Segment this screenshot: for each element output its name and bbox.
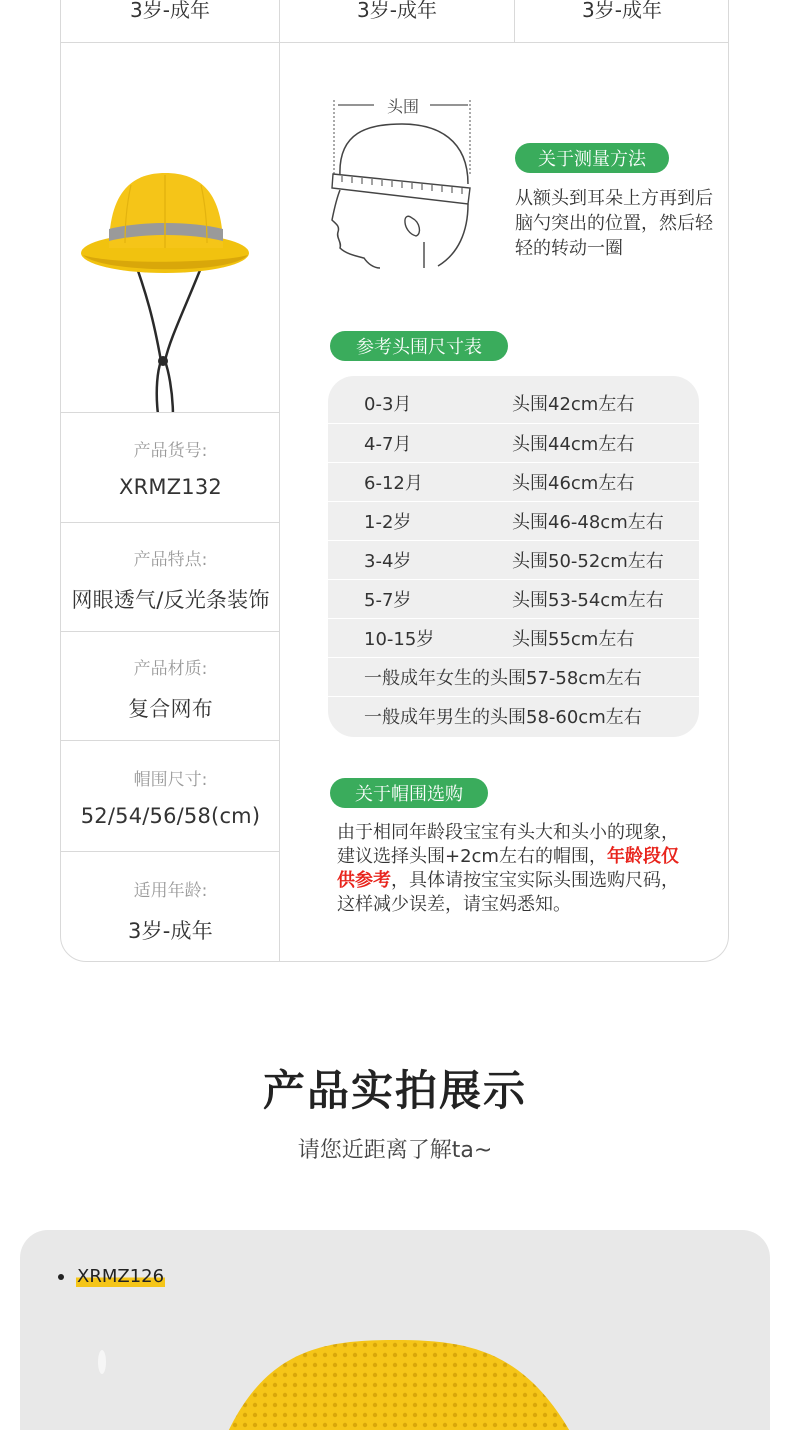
size-chart-pill: 参考头围尺寸表 bbox=[330, 331, 508, 361]
spec-item-age bbox=[61, 876, 280, 945]
size-age: 10-15岁 bbox=[364, 628, 435, 650]
sku-list-item bbox=[58, 1266, 165, 1287]
table-row bbox=[328, 423, 699, 461]
size-value: 头围46-48cm左右 bbox=[512, 511, 664, 533]
table-row bbox=[328, 462, 699, 500]
size-value: 头围42cm左右 bbox=[512, 394, 635, 415]
spec-value: 网眼透气/反光条装饰 bbox=[71, 588, 270, 612]
size-value: 头围46cm左右 bbox=[512, 472, 635, 494]
size-age: 3-4岁 bbox=[364, 550, 412, 572]
spec-label: 产品货号: bbox=[133, 441, 208, 461]
size-age: 1-2岁 bbox=[364, 511, 412, 533]
showcase-subtitle: 请您近距离了解ta~ bbox=[297, 1138, 493, 1163]
spec-value: XRMZ132 bbox=[119, 475, 222, 499]
table-row bbox=[328, 579, 699, 617]
divider bbox=[61, 740, 279, 741]
selection-note bbox=[337, 821, 687, 917]
size-chart-table bbox=[328, 376, 699, 737]
showcase-gallery bbox=[20, 1230, 770, 1430]
spec-item-material bbox=[61, 654, 280, 723]
size-adult-female: 一般成年女生的头围57-58cm左右 bbox=[364, 667, 642, 689]
size-age: 0-3月 bbox=[364, 394, 412, 415]
table-row bbox=[328, 384, 699, 422]
size-value: 头围55cm左右 bbox=[512, 628, 635, 650]
spec-value: 52/54/56/58(cm) bbox=[80, 804, 261, 828]
size-age: 6-12月 bbox=[364, 472, 423, 494]
size-value: 头围44cm左右 bbox=[512, 433, 635, 455]
measure-method-text: 从额头到耳朵上方再到后脑勺突出的位置，然后轻轻的转动一圈 bbox=[515, 188, 713, 259]
table-row bbox=[328, 540, 699, 578]
top-cell-age: 3岁-成年 bbox=[357, 0, 437, 22]
spec-value: 3岁-成年 bbox=[128, 919, 213, 943]
size-value: 头围50-52cm左右 bbox=[512, 550, 664, 572]
spec-label: 帽围尺寸: bbox=[133, 770, 208, 790]
measure-method-pill: 关于测量方法 bbox=[515, 143, 669, 173]
bullet-icon bbox=[58, 1274, 64, 1280]
showcase-title: 产品实拍展示 bbox=[262, 1066, 527, 1115]
divider bbox=[61, 851, 279, 852]
head-measure-label: 头围 bbox=[386, 97, 419, 116]
divider bbox=[61, 522, 279, 523]
size-age: 4-7月 bbox=[364, 433, 412, 455]
hat-product-image bbox=[61, 43, 279, 412]
table-row bbox=[328, 657, 699, 695]
size-adult-male: 一般成年男生的头围58-60cm左右 bbox=[364, 706, 642, 728]
selection-pill: 关于帽围选购 bbox=[330, 778, 488, 808]
spec-label: 产品材质: bbox=[133, 659, 208, 679]
selection-text-before: 由于相同年龄段宝宝有头大和头小的现象，建议选择头围+2cm左右的帽围， bbox=[337, 822, 679, 867]
top-cell-age: 3岁-成年 bbox=[130, 0, 210, 22]
spec-item-size bbox=[61, 765, 280, 828]
divider bbox=[61, 412, 279, 413]
spec-item-features bbox=[61, 545, 280, 614]
selection-text-after: ，具体请按宝宝实际头围选购尺码，这样减少误差，请宝妈悉知。 bbox=[337, 870, 679, 915]
table-row bbox=[328, 618, 699, 656]
head-measure-diagram bbox=[328, 92, 478, 272]
spec-item-sku bbox=[61, 436, 280, 499]
top-cell-age: 3岁-成年 bbox=[582, 0, 662, 22]
divider bbox=[61, 631, 279, 632]
spec-label: 适用年龄: bbox=[133, 881, 208, 901]
table-row bbox=[328, 696, 699, 734]
size-age: 5-7岁 bbox=[364, 589, 412, 611]
sku-label: XRMZ126 bbox=[77, 1266, 165, 1287]
selection-text-highlight: 年龄段仅供参考 bbox=[337, 846, 679, 891]
size-value: 头围53-54cm左右 bbox=[512, 589, 664, 611]
table-row bbox=[328, 501, 699, 539]
spec-value: 复合网布 bbox=[128, 697, 213, 721]
spec-label: 产品特点: bbox=[133, 550, 208, 570]
hat-photo bbox=[20, 1330, 770, 1430]
